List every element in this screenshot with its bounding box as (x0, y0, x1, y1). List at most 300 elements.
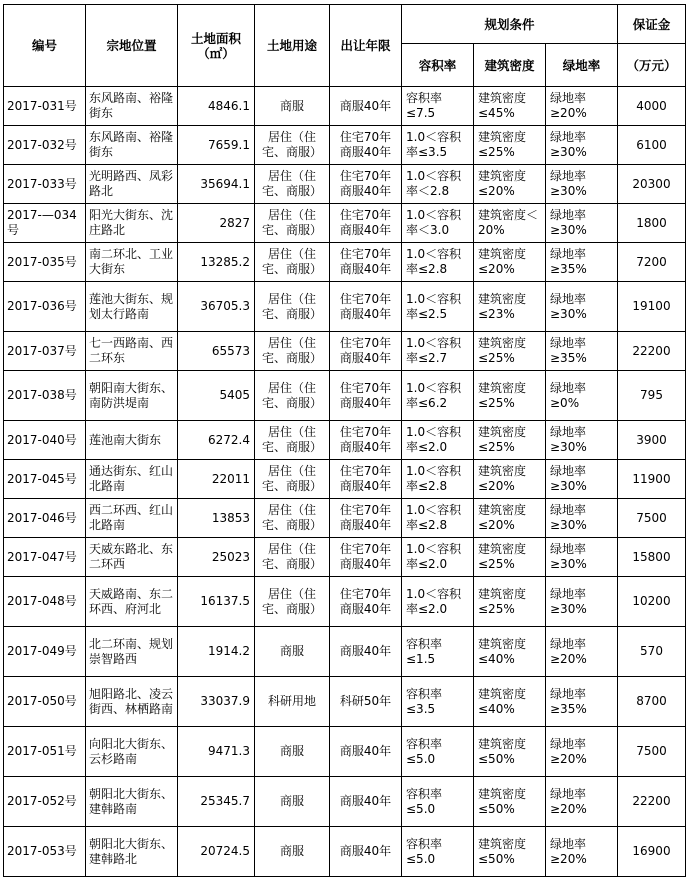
cell-deposit-text: 11900 (632, 471, 671, 486)
table-row (4, 204, 686, 243)
cell-density-text: 建筑密度≤20% (478, 247, 527, 276)
cell-deposit-text: 19100 (632, 299, 671, 313)
cell-id (4, 371, 86, 421)
cell-density-text: 建筑密度≤50% (478, 786, 527, 816)
cell-deposit (618, 165, 686, 204)
cell-use-text: 居住（住宅、商服） (261, 336, 322, 365)
cell-far-text: 1.0＜容积率≤2.8 (406, 503, 462, 532)
cell-term (330, 87, 402, 126)
cell-id-text: 2017-038号 (7, 388, 77, 402)
cell-far (402, 243, 474, 282)
cell-location (86, 499, 178, 538)
cell-deposit (618, 538, 686, 577)
cell-green (546, 538, 618, 577)
cell-location (86, 282, 178, 332)
cell-term (330, 538, 402, 577)
cell-use-text: 居住（住宅、商服） (261, 169, 322, 198)
cell-deposit-text: 10200 (632, 594, 671, 608)
cell-far (402, 371, 474, 421)
cell-term (330, 827, 402, 877)
cell-far (402, 460, 474, 499)
cell-area (178, 87, 255, 126)
cell-id (4, 126, 86, 165)
cell-deposit-text: 7200 (636, 254, 667, 269)
cell-far (402, 282, 474, 332)
cell-use (255, 577, 330, 627)
cell-density-text: 建筑密度≤25% (478, 542, 527, 571)
table-row (4, 332, 686, 371)
cell-area (178, 332, 255, 371)
cell-id-text: 2017-—034号 (7, 208, 77, 237)
cell-id (4, 727, 86, 777)
cell-deposit (618, 421, 686, 460)
cell-use-text: 居住（住宅、商服） (261, 542, 322, 571)
cell-id (4, 499, 86, 538)
cell-id-text: 2017-047号 (7, 549, 77, 564)
cell-use (255, 87, 330, 126)
cell-term-text: 住宅70年 商服40年 (339, 291, 392, 321)
cell-density (474, 827, 546, 877)
cell-far-text: 容积率≤7.5 (406, 91, 443, 120)
table-row (4, 126, 686, 165)
cell-term-text: 住宅70年 商服40年 (339, 586, 392, 616)
cell-area-text: 6272.4 (208, 432, 250, 447)
header-use: 土地用途 (255, 5, 330, 87)
cell-density-text: 建筑密度≤45% (478, 91, 527, 120)
cell-location-text: 朝阳南大街东、南防洪堤南 (89, 380, 174, 410)
cell-density (474, 538, 546, 577)
cell-term-text: 商服40年 (339, 98, 392, 113)
cell-id-text: 2017-036号 (7, 299, 77, 313)
cell-deposit-text: 20300 (632, 176, 671, 191)
cell-area-text: 20724.5 (200, 844, 250, 858)
cell-far (402, 777, 474, 827)
cell-location-text: 莲池大街东、规划太行路南 (89, 291, 174, 321)
cell-use-text: 商服 (279, 644, 304, 658)
cell-far (402, 538, 474, 577)
cell-term (330, 460, 402, 499)
cell-id-text: 2017-052号 (7, 794, 77, 808)
cell-id (4, 677, 86, 727)
cell-deposit (618, 577, 686, 627)
cell-term-text: 商服40年 (339, 794, 392, 808)
cell-far-text: 1.0＜容积率≤2.7 (406, 336, 462, 365)
header-id: 编号 (4, 5, 86, 87)
cell-far-text: 容积率≤5.0 (406, 786, 443, 816)
cell-green-text: 绿地率≥0% (550, 380, 587, 410)
cell-far-text: 1.0＜容积率＜3.0 (406, 208, 462, 237)
cell-area-text: 25345.7 (200, 794, 250, 808)
cell-location (86, 204, 178, 243)
cell-location-text: 朝阳北大街东、建韩路北 (89, 836, 174, 866)
cell-term-text: 住宅70年 商服40年 (339, 169, 392, 198)
cell-deposit-text: 1800 (636, 215, 667, 230)
cell-use (255, 332, 330, 371)
cell-green-text: 绿地率≥20% (550, 636, 587, 666)
cell-term (330, 282, 402, 332)
cell-area (178, 777, 255, 827)
cell-deposit-text: 3900 (636, 432, 667, 447)
cell-area (178, 827, 255, 877)
cell-green-text: 绿地率≥30% (550, 291, 587, 321)
cell-term-text: 商服40年 (339, 844, 392, 858)
cell-green-text: 绿地率≥20% (550, 786, 587, 816)
cell-id (4, 460, 86, 499)
cell-location (86, 165, 178, 204)
cell-density-text: 建筑密度≤40% (478, 636, 527, 666)
cell-location-text: 光明路西、凤彩路北 (89, 169, 174, 198)
cell-density-text: 建筑密度＜20% (478, 208, 539, 237)
cell-term-text: 住宅70年 商服40年 (339, 336, 392, 365)
cell-use-text: 居住（住宅、商服） (261, 130, 322, 159)
cell-green (546, 371, 618, 421)
cell-deposit-text: 7500 (636, 744, 667, 758)
cell-id (4, 332, 86, 371)
cell-green (546, 777, 618, 827)
cell-id (4, 421, 86, 460)
land-auction-table-container (3, 4, 686, 877)
cell-green (546, 499, 618, 538)
cell-green-text: 绿地率≥30% (550, 169, 587, 198)
cell-area-text: 65573 (211, 343, 250, 358)
cell-deposit-text: 22200 (632, 343, 671, 358)
cell-density (474, 87, 546, 126)
cell-green (546, 677, 618, 727)
header-deposit: 保证金 (618, 5, 686, 44)
cell-id-text: 2017-037号 (7, 343, 77, 358)
cell-far (402, 577, 474, 627)
header-planning: 规划条件 (402, 5, 618, 44)
cell-use-text: 居住（住宅、商服） (261, 464, 322, 493)
header-term: 出让年限 (330, 5, 402, 87)
header-far: 容积率 (402, 44, 474, 87)
cell-use-text: 商服 (279, 98, 304, 113)
cell-id (4, 282, 86, 332)
header-deposit-unit: （万元） (618, 44, 686, 87)
cell-location (86, 538, 178, 577)
cell-id (4, 827, 86, 877)
cell-location-text: 莲池南大街东 (89, 432, 162, 447)
cell-term (330, 499, 402, 538)
header-location: 宗地位置 (86, 5, 178, 87)
cell-area (178, 126, 255, 165)
cell-deposit (618, 677, 686, 727)
table-row (4, 627, 686, 677)
cell-deposit-text: 22200 (632, 794, 671, 808)
cell-area (178, 243, 255, 282)
cell-id (4, 243, 86, 282)
cell-deposit (618, 827, 686, 877)
cell-term (330, 204, 402, 243)
cell-density (474, 460, 546, 499)
cell-area-text: 36705.3 (200, 299, 250, 313)
cell-term-text: 商服40年 (339, 644, 392, 658)
cell-id-text: 2017-051号 (7, 744, 77, 758)
cell-use-text: 商服 (279, 794, 304, 808)
cell-density-text: 建筑密度≤40% (478, 686, 527, 716)
cell-location-text: 向阳北大街东、云杉路南 (89, 736, 174, 766)
cell-density (474, 282, 546, 332)
cell-id-text: 2017-040号 (7, 432, 77, 447)
cell-green-text: 绿地率≥30% (550, 130, 587, 159)
table-row (4, 243, 686, 282)
cell-far (402, 204, 474, 243)
cell-far-text: 1.0＜容积率≤2.0 (406, 542, 462, 571)
cell-far-text: 容积率≤3.5 (406, 686, 443, 716)
cell-term (330, 777, 402, 827)
cell-density (474, 204, 546, 243)
cell-deposit-text: 6100 (636, 137, 667, 152)
cell-use-text: 商服 (279, 844, 304, 858)
cell-deposit (618, 727, 686, 777)
cell-area-text: 4846.1 (208, 98, 250, 113)
cell-density (474, 371, 546, 421)
table-row (4, 371, 686, 421)
header-area: 土地面积（㎡） (178, 5, 255, 87)
cell-density (474, 165, 546, 204)
cell-far-text: 容积率≤5.0 (406, 736, 443, 766)
cell-area-text: 25023 (211, 549, 250, 564)
table-row (4, 677, 686, 727)
cell-density (474, 577, 546, 627)
cell-location-text: 阳光大街东、沈庄路北 (89, 208, 174, 237)
cell-location (86, 777, 178, 827)
header-density: 建筑密度 (474, 44, 546, 87)
cell-area (178, 371, 255, 421)
cell-density-text: 建筑密度≤23% (478, 291, 527, 321)
cell-area (178, 460, 255, 499)
cell-area-text: 5405 (219, 388, 250, 402)
cell-location (86, 332, 178, 371)
cell-term (330, 421, 402, 460)
cell-location-text: 东风路南、裕隆街东 (89, 130, 174, 159)
land-auction-table (3, 4, 686, 877)
cell-green (546, 460, 618, 499)
cell-id (4, 204, 86, 243)
cell-location-text: 天威路南、东二环西、府河北 (89, 586, 174, 616)
cell-green (546, 421, 618, 460)
table-row (4, 421, 686, 460)
cell-deposit-text: 795 (640, 388, 663, 402)
cell-term (330, 332, 402, 371)
cell-green-text: 绿地率≥20% (550, 91, 587, 120)
cell-area-text: 13285.2 (200, 254, 250, 269)
cell-id-text: 2017-050号 (7, 694, 77, 708)
cell-far (402, 499, 474, 538)
cell-green (546, 282, 618, 332)
cell-deposit (618, 282, 686, 332)
cell-location (86, 727, 178, 777)
cell-id-text: 2017-031号 (7, 98, 77, 113)
cell-location-text: 七一西路南、西二环东 (89, 336, 174, 365)
cell-density-text: 建筑密度≤25% (478, 586, 527, 616)
cell-far (402, 126, 474, 165)
cell-location-text: 旭阳路北、凌云街西、林栖路南 (89, 686, 174, 716)
cell-density-text: 建筑密度≤25% (478, 130, 527, 159)
cell-term (330, 627, 402, 677)
cell-area (178, 204, 255, 243)
cell-location (86, 627, 178, 677)
table-row (4, 727, 686, 777)
cell-green-text: 绿地率≥30% (550, 503, 587, 532)
cell-use (255, 777, 330, 827)
cell-location (86, 421, 178, 460)
cell-location-text: 东风路南、裕隆街东 (89, 91, 174, 120)
cell-id (4, 165, 86, 204)
cell-term-text: 商服40年 (339, 744, 392, 758)
cell-term (330, 126, 402, 165)
cell-location-text: 南二环北、工业大街东 (89, 247, 174, 276)
cell-deposit (618, 460, 686, 499)
cell-green-text: 绿地率≥30% (550, 208, 587, 237)
cell-use-text: 商服 (279, 744, 304, 758)
cell-area (178, 538, 255, 577)
cell-deposit (618, 371, 686, 421)
cell-density-text: 建筑密度≤20% (478, 464, 527, 493)
cell-deposit-text: 570 (640, 644, 663, 658)
cell-term (330, 677, 402, 727)
cell-area-text: 33037.9 (200, 694, 250, 708)
cell-density-text: 建筑密度≤20% (478, 503, 527, 532)
cell-location-text: 通达街东、红山北路南 (89, 464, 174, 493)
table-row (4, 538, 686, 577)
cell-id-text: 2017-046号 (7, 510, 77, 525)
table-row (4, 777, 686, 827)
cell-area (178, 627, 255, 677)
cell-area-text: 35694.1 (200, 176, 250, 191)
cell-deposit-text: 16900 (632, 844, 671, 858)
cell-area (178, 282, 255, 332)
cell-id-text: 2017-053号 (7, 844, 77, 858)
cell-green-text: 绿地率≥35% (550, 336, 587, 365)
cell-far-text: 1.0＜容积率≤2.8 (406, 464, 462, 493)
cell-green (546, 577, 618, 627)
cell-term-text: 住宅70年 商服40年 (339, 464, 392, 493)
cell-density (474, 332, 546, 371)
cell-area-text: 9471.3 (208, 744, 250, 758)
cell-location (86, 460, 178, 499)
cell-deposit (618, 126, 686, 165)
cell-location (86, 827, 178, 877)
cell-area-text: 13853 (211, 510, 250, 525)
cell-location-text: 北二环南、规划崇智路西 (89, 636, 174, 666)
cell-use (255, 204, 330, 243)
cell-deposit (618, 777, 686, 827)
cell-far-text: 容积率≤5.0 (406, 836, 443, 866)
cell-green-text: 绿地率≥20% (550, 736, 587, 766)
cell-location-text: 天威东路北、东二环西 (89, 542, 174, 571)
table-body (4, 87, 686, 877)
table-row (4, 827, 686, 877)
cell-green-text: 绿地率≥30% (550, 586, 587, 616)
cell-far-text: 1.0＜容积率≤2.8 (406, 247, 462, 276)
cell-location (86, 126, 178, 165)
cell-term-text: 科研50年 (339, 694, 392, 708)
cell-density-text: 建筑密度≤25% (478, 336, 527, 365)
cell-far-text: 1.0＜容积率≤3.5 (406, 130, 462, 159)
table-row (4, 165, 686, 204)
cell-term-text: 住宅70年 商服40年 (339, 380, 392, 410)
cell-far (402, 421, 474, 460)
cell-deposit (618, 243, 686, 282)
cell-use-text: 居住（住宅、商服） (261, 247, 322, 276)
cell-use (255, 499, 330, 538)
cell-area-text: 2827 (219, 215, 250, 230)
cell-green-text: 绿地率≥20% (550, 836, 587, 866)
cell-area-text: 22011 (211, 471, 250, 486)
cell-far-text: 1.0＜容积率≤2.5 (406, 291, 462, 321)
cell-area-text: 7659.1 (208, 137, 250, 152)
cell-term-text: 住宅70年 商服40年 (339, 542, 392, 571)
cell-deposit (618, 204, 686, 243)
cell-term (330, 371, 402, 421)
table-row (4, 87, 686, 126)
cell-use-text: 居住（住宅、商服） (261, 208, 322, 237)
cell-term (330, 727, 402, 777)
cell-far-text: 容积率≤1.5 (406, 636, 443, 666)
cell-id-text: 2017-035号 (7, 254, 77, 269)
cell-deposit (618, 627, 686, 677)
cell-far-text: 1.0＜容积率≤2.0 (406, 425, 462, 454)
cell-area (178, 727, 255, 777)
cell-term (330, 243, 402, 282)
cell-id (4, 87, 86, 126)
cell-far (402, 827, 474, 877)
cell-deposit (618, 87, 686, 126)
cell-use (255, 677, 330, 727)
cell-density-text: 建筑密度≤25% (478, 425, 527, 454)
cell-density (474, 243, 546, 282)
cell-term-text: 住宅70年 商服40年 (339, 247, 392, 276)
cell-use (255, 243, 330, 282)
cell-term-text: 住宅70年 商服40年 (339, 130, 392, 159)
cell-far (402, 727, 474, 777)
cell-id-text: 2017-048号 (7, 594, 77, 608)
cell-green (546, 126, 618, 165)
cell-density (474, 126, 546, 165)
cell-density-text: 建筑密度≤20% (478, 169, 527, 198)
cell-id-text: 2017-045号 (7, 471, 77, 486)
cell-area (178, 165, 255, 204)
cell-far (402, 677, 474, 727)
cell-id (4, 627, 86, 677)
table-row (4, 499, 686, 538)
cell-location-text: 朝阳北大街东、建韩路南 (89, 786, 174, 816)
cell-deposit (618, 499, 686, 538)
cell-green-text: 绿地率≥30% (550, 464, 587, 493)
cell-id-text: 2017-033号 (7, 176, 77, 191)
cell-deposit-text: 8700 (636, 694, 667, 708)
cell-use (255, 421, 330, 460)
cell-id (4, 777, 86, 827)
cell-use (255, 627, 330, 677)
cell-area (178, 677, 255, 727)
cell-use-text: 居住（住宅、商服） (261, 586, 322, 616)
cell-green-text: 绿地率≥30% (550, 542, 587, 571)
header-green: 绿地率 (546, 44, 618, 87)
cell-green (546, 243, 618, 282)
cell-term-text: 住宅70年 商服40年 (339, 503, 392, 532)
cell-area-text: 16137.5 (200, 594, 250, 608)
cell-far (402, 87, 474, 126)
cell-id-text: 2017-049号 (7, 644, 77, 658)
cell-green (546, 87, 618, 126)
cell-green (546, 165, 618, 204)
cell-green (546, 332, 618, 371)
cell-density (474, 677, 546, 727)
cell-use (255, 282, 330, 332)
cell-far (402, 165, 474, 204)
